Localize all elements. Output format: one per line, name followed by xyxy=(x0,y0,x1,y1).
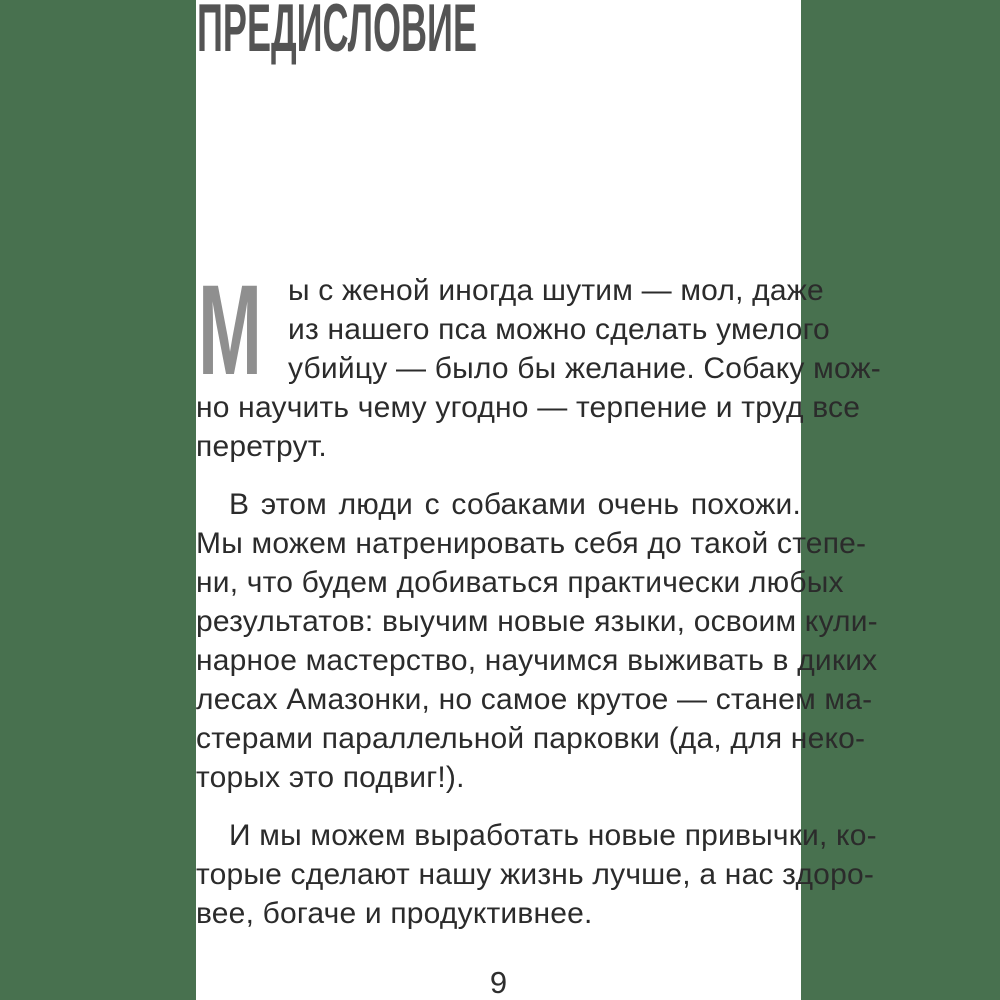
text-line: ы с женой иногда шутим — мол, даже xyxy=(288,274,824,307)
text-line: результатов: выучим новые языки, освоим кули- xyxy=(196,605,878,638)
book-page xyxy=(196,0,881,1000)
paragraph xyxy=(196,485,878,797)
text-line: И мы можем выработать новые привычки, ко- xyxy=(229,819,877,852)
text-line: но научить чему угодно — терпение и труд все xyxy=(196,391,861,424)
drop-cap: М xyxy=(198,259,262,402)
paragraph xyxy=(196,271,881,466)
text-line: ни, что будем добиваться практически любых xyxy=(196,566,844,599)
text-line: торых это подвиг!). xyxy=(196,761,465,794)
text-line: убийцу — было бы желание. Собаку мож- xyxy=(288,352,881,385)
text-line: торые сделают нашу жизнь лучше, а нас здоро- xyxy=(196,858,875,891)
text-line: стерами параллельной парковки (да, для неко- xyxy=(196,722,866,755)
text-line: Мы можем натренировать себя до такой степе- xyxy=(196,527,867,560)
text-line: из нашего пса можно сделать умелого xyxy=(288,313,830,346)
text-line: лесах Амазонки, но самое крутое — станем ма- xyxy=(196,683,873,716)
chapter-title: ПРЕДИСЛОВИЕ xyxy=(197,0,477,66)
paragraph xyxy=(196,816,877,933)
page-number: 9 xyxy=(489,965,508,1000)
text-line: перетрут. xyxy=(196,430,327,463)
text-line: В этом люди с собаками очень похожи. xyxy=(229,488,801,521)
text-line: нарное мастерство, научимся выживать в диких xyxy=(196,644,878,677)
text-line: вее, богаче и продуктивнее. xyxy=(196,897,593,930)
